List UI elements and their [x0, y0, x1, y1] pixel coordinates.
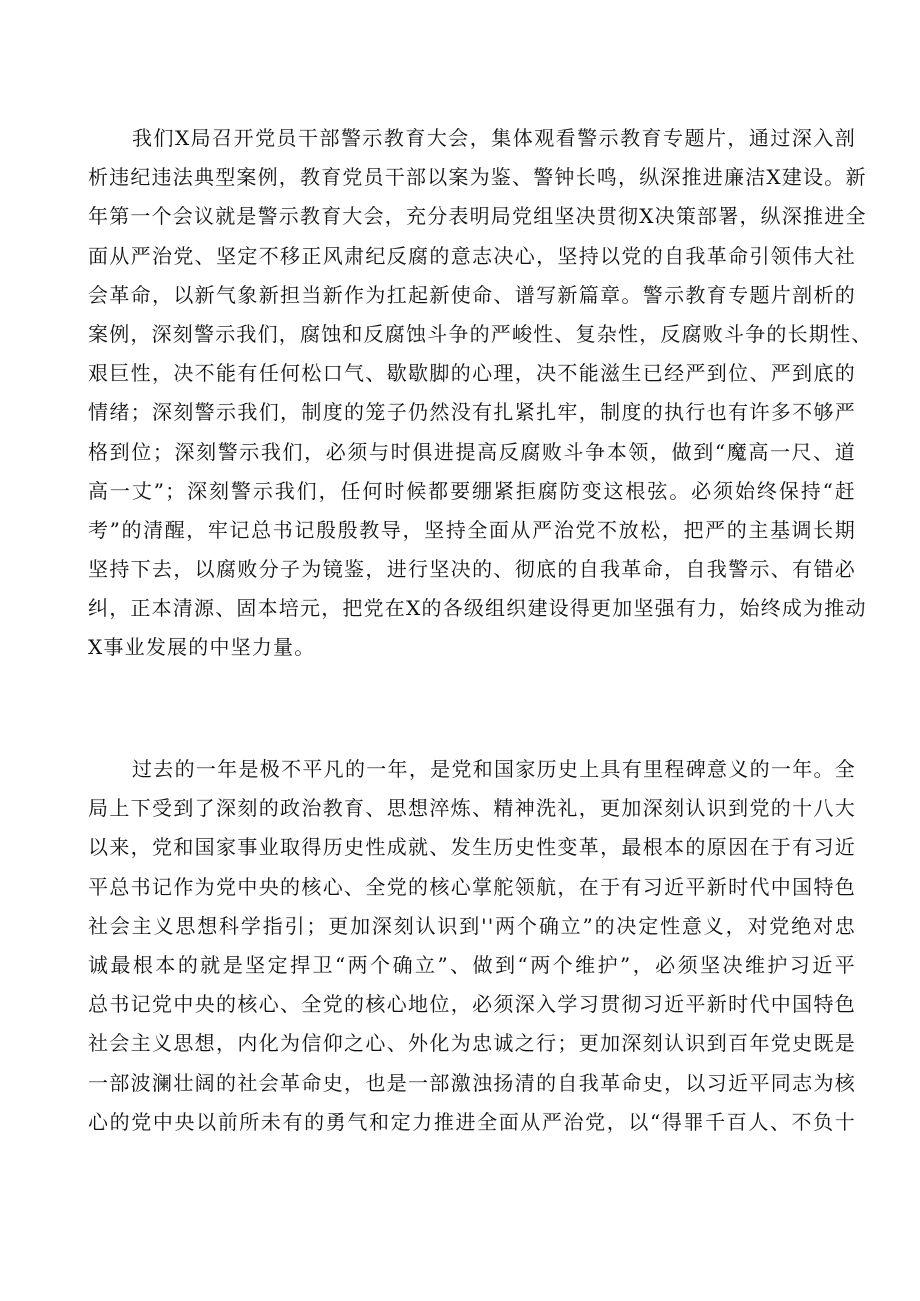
- text-line: 艰巨性，决不能有任何松口气、歇歇脚的心理，决不能滋生已经严到位、严到底的: [88, 361, 856, 386]
- text-line: 析违纪违法典型案例，教育党员干部以案为鉴、警钟长鸣，纵深推进廉洁X建设。新: [88, 165, 867, 190]
- text-line: 局上下受到了深刻的政治教育、思想淬炼、精神洗礼，更加深刻认识到党的十八大: [88, 796, 856, 821]
- text-line: X事业发展的中坚力量。: [88, 635, 316, 660]
- text-line: 以来，党和国家事业取得历史性成就、发生历史性变革，最根本的原因在于有习近: [88, 835, 856, 860]
- text-line: 一部波澜壮阔的社会革命史，也是一部激浊扬清的自我革命史，以习近平同志为核: [88, 1070, 856, 1095]
- text-line: 诚最根本的就是坚定捍卫“两个确立”、做到“两个维护”，必须坚决维护习近平: [88, 952, 856, 977]
- text-line: 会革命，以新气象新担当新作为扛起新使命、谱写新篇章。警示教育专题片剖析的: [88, 282, 856, 307]
- text-line: 总书记党中央的核心、全党的核心地位，必须深入学习贯彻习近平新时代中国特色: [88, 992, 856, 1017]
- text-line: 社会主义思想科学指引；更加深刻认识到''两个确立”的决定性意义，对党绝对忠: [88, 913, 856, 938]
- text-line: 过去的一年是极不平凡的一年，是党和国家历史上具有里程碑意义的一年。全: [132, 757, 856, 781]
- text-line: 面从严治党、坚定不移正风肃纪反腐的意志决心，坚持以党的自我革命引领伟大社: [88, 243, 856, 268]
- text-line: 坚持下去，以腐败分子为镜鉴，进行坚决的、彻底的自我革命，自我警示、有错必: [88, 557, 856, 582]
- paragraph-warning-education: [88, 119, 873, 668]
- text-line: 社会主义思想，内化为信仰之心、外化为忠诚之行；更加深刻认识到百年党史既是: [88, 1031, 856, 1056]
- text-line: 考”的清醒，牢记总书记殷殷教导，坚持全面从严治党不放松，把严的主基调长期: [88, 517, 856, 542]
- paragraph-past-year-review: [88, 750, 856, 1142]
- text-line: 心的党中央以前所未有的勇气和定力推进全面从严治党，以“得罪千百人、不负十: [88, 1109, 856, 1134]
- text-line: 我们X局召开党员干部警示教育大会，集体观看警示教育专题片，通过深入剖: [132, 126, 856, 150]
- text-line: 平总书记作为党中央的核心、全党的核心掌舵领航，在于有习近平新时代中国特色: [88, 874, 856, 899]
- text-line: 纠，正本清源、固本培元，把党在X的各级组织建设得更加坚强有力，始终成为推动: [88, 596, 867, 621]
- text-line: 情绪；深刻警示我们，制度的笼子仍然没有扎紧扎牢，制度的执行也有许多不够严: [88, 400, 856, 425]
- text-line: 年第一个会议就是警示教育大会，充分表明局党组坚决贯彻X决策部署，纵深推进全: [88, 204, 867, 229]
- text-line: 案例，深刻警示我们，腐蚀和反腐蚀斗争的严峻性、复杂性，反腐败斗争的长期性、: [88, 321, 873, 346]
- text-line: 格到位；深刻警示我们，必须与时俱进提高反腐败斗争本领，做到“魔高一尺、道: [88, 439, 856, 464]
- text-line: 高一丈”；深刻警示我们，任何时候都要绷紧拒腐防变这根弦。必须始终保持“赶: [88, 478, 856, 503]
